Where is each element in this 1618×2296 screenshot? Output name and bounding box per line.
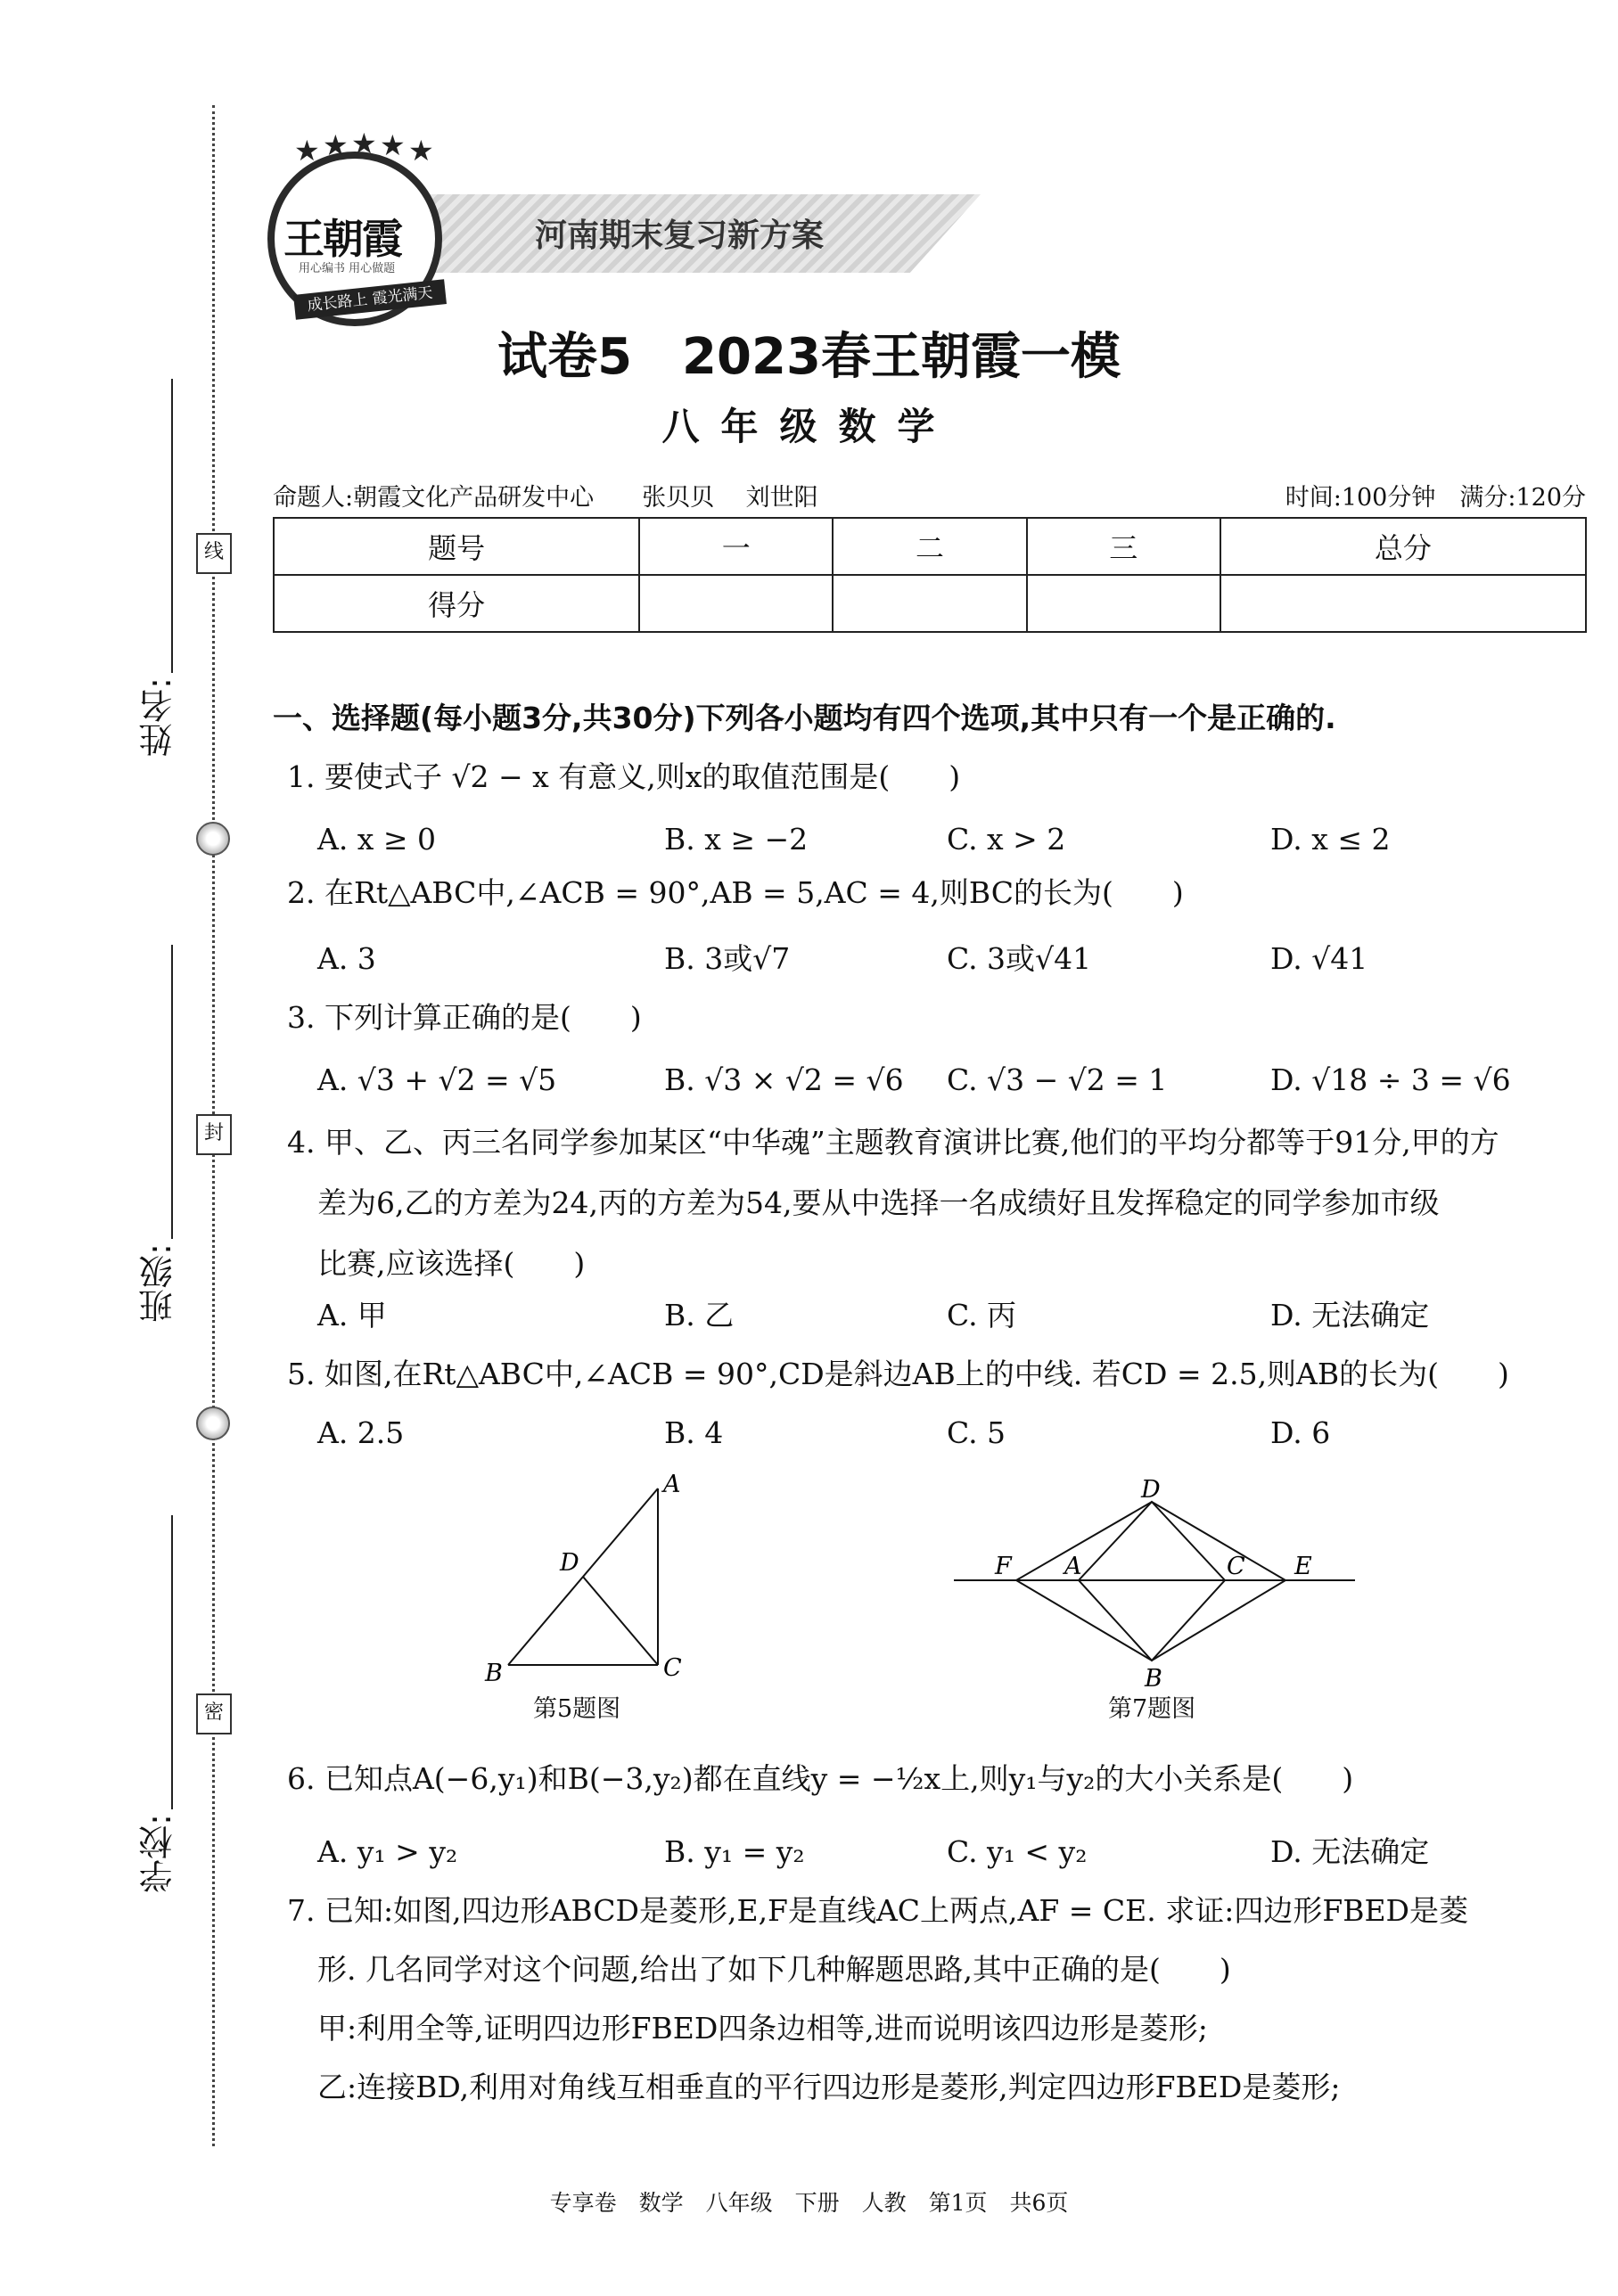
q2-option-d: D. √41 [1270,941,1368,976]
question-7-line4: 乙:连接BD,利用对角线互相垂直的平行四边形是菱形,判定四边形FBED是菱形; [317,2070,1341,2104]
q4-option-a: A. 甲 [317,1298,387,1332]
question-4-line3: 比赛,应该选择( ) [317,1246,586,1281]
question-4-line2: 差为6,乙的方差为24,丙的方差为54,要从中选择一名成绩好且发挥稳定的同学参加市级 [317,1185,1440,1220]
table-header-cell: 一 [639,518,833,575]
name-label: 姓名: [139,677,178,757]
seal-circle-icon [196,822,230,856]
figure-5-caption: 第5题图 [533,1695,621,1723]
q5-option-b: B. 4 [664,1415,724,1450]
q5-option-d: D. 6 [1270,1415,1331,1450]
fig7-label-e: E [1294,1553,1312,1580]
fig7-label-c: C [1227,1553,1245,1580]
table-row-label: 得分 [274,575,639,632]
banner-title: 河南期末复习新方案 [535,217,825,254]
authors-info: 命题人:朝霞文化产品研发中心 张贝贝 刘世阳 [273,484,818,512]
seal-circle-icon [196,1406,230,1440]
page-title: 试卷5 2023春王朝霞一模 [497,328,1121,386]
table-header-cell: 三 [1027,518,1220,575]
seal-mark-line: 线 [196,533,232,574]
q6-option-a: A. y₁ > y₂ [317,1834,458,1869]
score-cell [1220,575,1586,632]
q2-option-a: A. 3 [317,941,376,976]
q1-option-c: C. x > 2 [947,822,1066,857]
q2-option-b: B. 3或√7 [664,941,791,976]
q4-option-d: D. 无法确定 [1270,1298,1430,1332]
table-header-cell: 二 [833,518,1026,575]
page-subtitle: 八年级数学 [661,405,957,448]
q4-option-c: C. 丙 [947,1298,1017,1332]
logo-tagline: 用心编书 用心做题 [299,262,396,275]
q3-option-a: A. √3 + √2 = √5 [317,1062,557,1097]
table-header-cell: 题号 [274,518,639,575]
table-row [274,575,1586,632]
logo-name: 王朝霞 [283,215,401,263]
q5-option-c: C. 5 [947,1415,1006,1450]
figure-7 [954,1480,1364,1693]
star-icon: ★ [408,134,434,168]
q3-option-c: C. √3 − √2 = 1 [947,1062,1168,1097]
page-footer: 专享卷 数学 八年级 下册 人教 第1页 共6页 [549,2190,1069,2216]
score-table [273,517,1587,633]
q1-option-d: D. x ≤ 2 [1270,822,1391,857]
q6-option-b: B. y₁ = y₂ [664,1834,805,1869]
fig5-label-d: D [560,1549,579,1577]
star-icon: ★ [323,128,349,162]
class-label: 班级: [139,1243,178,1323]
q3-option-b: B. √3 × √2 = √6 [664,1062,904,1097]
question-7-line3: 甲:利用全等,证明四边形FBED四条边相等,进而说明该四边形是菱形; [317,2011,1208,2046]
score-cell [639,575,833,632]
q6-option-c: C. y₁ < y₂ [947,1834,1088,1869]
time-score-info: 时间:100分钟 满分:120分 [1285,484,1586,512]
q3-option-d: D. √18 ÷ 3 = √6 [1270,1062,1511,1097]
segment-cd [583,1577,658,1665]
table-header-cell: 总分 [1220,518,1586,575]
logo-ribbon: 成长路上 霞光满天 [293,279,447,320]
question-1-stem: 1. 要使式子 √2 − x 有意义,则x的取值范围是( ) [287,759,961,794]
fig7-label-f: F [995,1553,1012,1580]
q5-option-a: A. 2.5 [317,1415,405,1450]
fig7-label-a: A [1064,1553,1082,1580]
fig5-label-b: B [485,1660,503,1687]
star-icon: ★ [351,127,377,160]
figure-7-caption: 第7题图 [1108,1695,1196,1723]
seal-mark-seal: 封 [196,1114,232,1155]
star-icon: ★ [380,128,406,162]
question-7-line1: 7. 已知:如图,四边形ABCD是菱形,E,F是直线AC上两点,AF = CE. 求证:四边形FBED是菱 [287,1893,1469,1928]
fig7-label-d: D [1141,1480,1161,1504]
q1-option-a: A. x ≥ 0 [317,822,437,857]
table-row [274,518,1586,575]
q6-option-d: D. 无法确定 [1270,1834,1430,1869]
question-3-stem: 3. 下列计算正确的是( ) [287,1000,642,1035]
question-5-stem: 5. 如图,在Rt△ABC中,∠ACB = 90°,CD是斜边AB上的中线. 若CD = 2.5,则AB的长为( ) [287,1357,1509,1391]
score-cell [1027,575,1220,632]
seal-mark-secret: 密 [196,1693,232,1734]
class-underline [171,945,173,1239]
question-4-line1: 4. 甲、乙、丙三名同学参加某区“中华魂”主题教育演讲比赛,他们的平均分都等于91分,甲的方 [287,1125,1499,1160]
question-7-line2: 形. 几名同学对这个问题,给出了如下几种解题思路,其中正确的是( ) [317,1952,1231,1987]
star-icon: ★ [294,134,320,168]
school-underline [171,1515,173,1809]
q4-option-b: B. 乙 [664,1298,735,1332]
score-cell [833,575,1026,632]
question-6-stem: 6. 已知点A(−6,y₁)和B(−3,y₂)都在直线y = −½x上,则y₁与y₂的大小关系是( ) [287,1761,1354,1796]
figure-5 [472,1471,740,1702]
q2-option-c: C. 3或√41 [947,941,1092,976]
fig5-label-a: A [663,1471,681,1498]
question-2-stem: 2. 在Rt△ABC中,∠ACB = 90°,AB = 5,AC = 4,则BC的长为( ) [287,875,1184,910]
section-heading: 一、选择题(每小题3分,共30分)下列各小题均有四个选项,其中只有一个是正确的. [273,701,1336,735]
school-label: 学校: [139,1814,178,1893]
fig5-label-c: C [663,1654,682,1682]
q1-option-b: B. x ≥ −2 [664,822,809,857]
fig7-label-b: B [1145,1665,1162,1693]
